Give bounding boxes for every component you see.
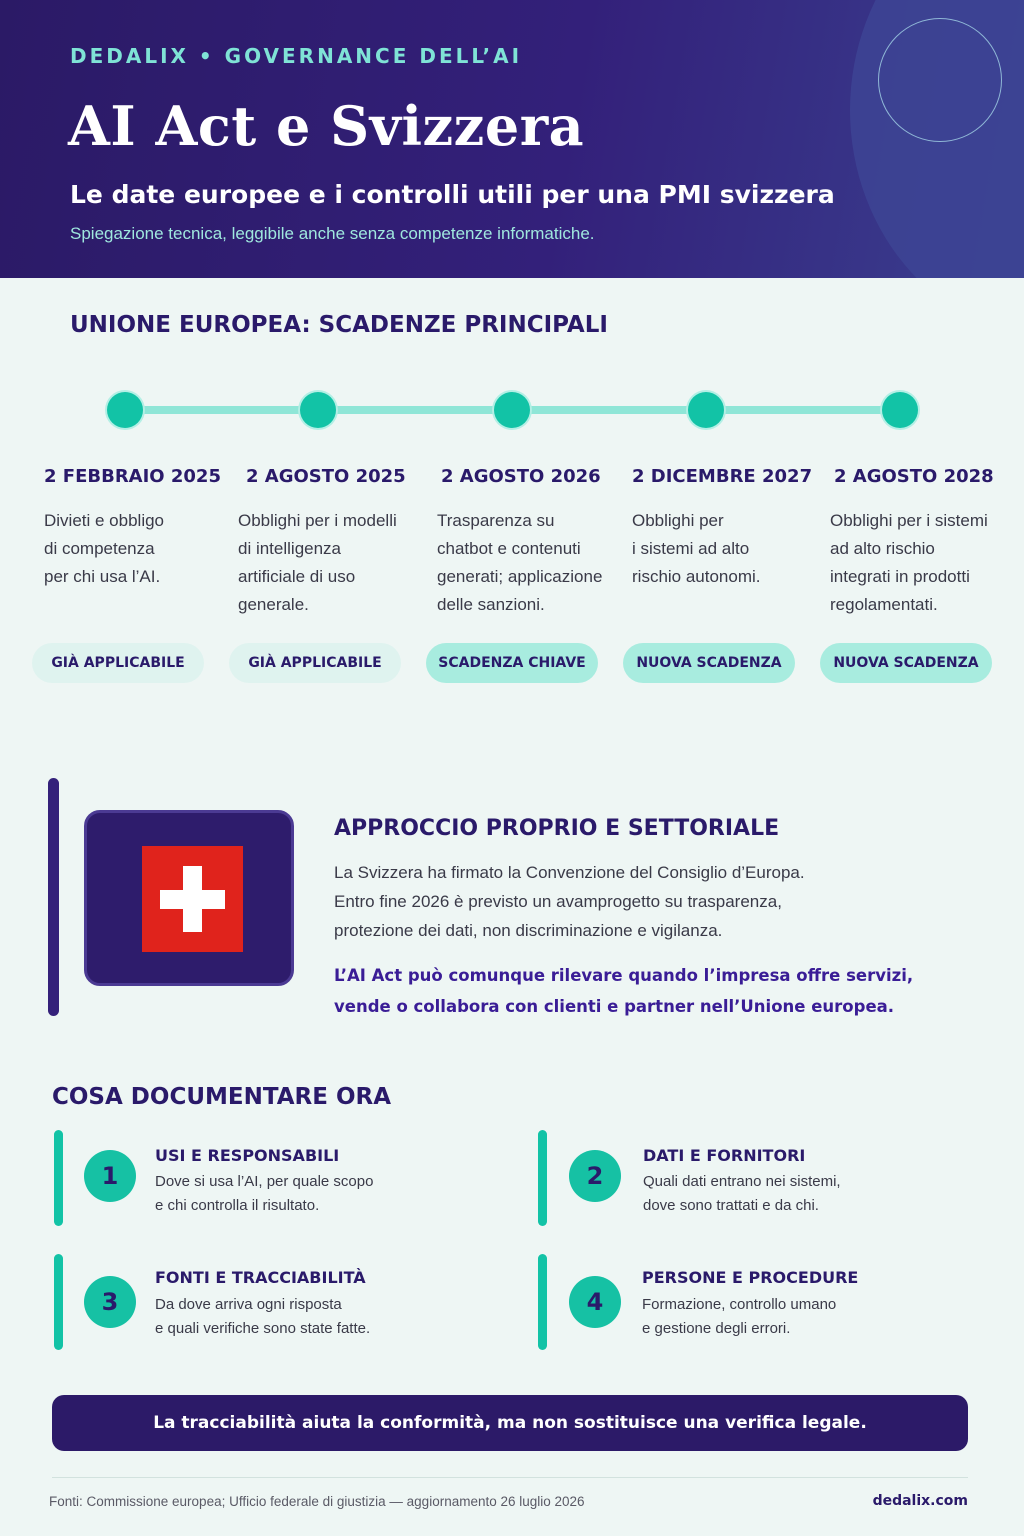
milestone-4 <box>632 466 812 591</box>
item-description: Quali dati entrano nei sistemi, dove sono trattati e da chi. <box>643 1173 841 1214</box>
item-accent-bar <box>538 1254 547 1350</box>
item-accent-bar <box>54 1254 63 1350</box>
header-banner <box>0 0 1024 278</box>
item-description: Dove si usa l’AI, per quale scopo e chi controlla il risultato. <box>155 1173 374 1214</box>
footer-sources: Fonti: Commissione europea; Ufficio federale di giustizia — aggiornamento 26 luglio 2026 <box>49 1494 585 1509</box>
status-badge: SCADENZA CHIAVE <box>426 643 598 683</box>
page-tagline: Spiegazione tecnica, leggibile anche senza competenze informatiche. <box>70 224 595 243</box>
milestone-date: 2 AGOSTO 2026 <box>441 466 601 487</box>
status-badge: GIÀ APPLICABILE <box>32 643 204 683</box>
item-title: PERSONE E PROCEDURE <box>642 1268 859 1287</box>
timeline-heading: UNIONE EUROPEA: SCADENZE PRINCIPALI <box>70 312 608 338</box>
milestone-description: Divieti e obbligo di competenza per chi usa l’AI. <box>44 511 165 586</box>
milestone-date: 2 DICEMBRE 2027 <box>632 466 813 487</box>
milestone-dot-5 <box>882 392 918 428</box>
page-subtitle: Le date europee e i controlli utili per una PMI svizzera <box>70 180 835 209</box>
disclaimer-callout: La tracciabilità aiuta la conformità, ma non sostituisce una verifica legale. <box>52 1395 968 1451</box>
milestone-dot-2 <box>300 392 336 428</box>
item-description: Formazione, controllo umano e gestione degli errori. <box>642 1296 837 1337</box>
milestone-description: Obblighi per i modelli di intelligenza artificiale di uso generale. <box>238 511 397 614</box>
milestone-date: 2 AGOSTO 2025 <box>246 466 406 487</box>
milestone-date: 2 AGOSTO 2028 <box>834 466 994 487</box>
swiss-flag-icon <box>84 810 294 986</box>
decorative-ring-icon <box>878 18 1002 142</box>
item-title: FONTI E TRACCIABILITÀ <box>155 1268 366 1287</box>
swiss-body-text: La Svizzera ha firmato la Convenzione del Consiglio d’Europa. Entro fine 2026 è previsto un avamprogetto su trasparenza, protezione dei dati, non discriminazione e vigilanza. <box>334 863 805 940</box>
item-title: USI E RESPONSABILI <box>155 1146 340 1165</box>
item-title: DATI E FORNITORI <box>643 1146 806 1165</box>
swiss-heading: APPROCCIO PROPRIO E SETTORIALE <box>334 816 780 841</box>
item-accent-bar <box>538 1130 547 1226</box>
item-number-badge: 1 <box>84 1150 136 1202</box>
milestone-description: Obblighi per i sistemi ad alto rischio integrati in prodotti regolamentati. <box>830 511 988 614</box>
footer-divider <box>52 1477 968 1478</box>
flag-cross-horizontal <box>160 890 225 909</box>
milestone-2 <box>238 466 406 619</box>
milestone-date: 2 FEBBRAIO 2025 <box>44 466 221 487</box>
item-description: Da dove arriva ogni risposta e quali verifiche sono state fatte. <box>155 1296 371 1337</box>
status-badge: NUOVA SCADENZA <box>820 643 992 683</box>
status-badge: NUOVA SCADENZA <box>623 643 795 683</box>
footer-website-link[interactable]: dedalix.com <box>872 1493 968 1509</box>
item-accent-bar <box>54 1130 63 1226</box>
swiss-emphasis-text: L’AI Act può comunque rilevare quando l’impresa offre servizi, vende o collabora con clienti e partner nell’Unione europea. <box>334 966 914 1016</box>
section-accent-bar <box>48 778 59 1016</box>
page-title: AI Act e Svizzera <box>68 94 585 158</box>
status-badge: GIÀ APPLICABILE <box>229 643 401 683</box>
milestone-1 <box>44 466 221 591</box>
milestone-description: Trasparenza su chatbot e contenuti generati; applicazione delle sanzioni. <box>437 511 603 614</box>
brand-label: DEDALIX • GOVERNANCE DELL’AI <box>70 44 523 68</box>
item-number-badge: 3 <box>84 1276 136 1328</box>
document-heading: COSA DOCUMENTARE ORA <box>52 1084 392 1110</box>
item-number-badge: 4 <box>569 1276 621 1328</box>
item-number-badge: 2 <box>569 1150 621 1202</box>
milestone-3 <box>437 466 603 619</box>
milestone-dot-4 <box>688 392 724 428</box>
milestone-5 <box>830 466 994 619</box>
milestone-dot-3 <box>494 392 530 428</box>
milestone-description: Obblighi per i sistemi ad alto rischio autonomi. <box>632 511 761 586</box>
milestone-dot-1 <box>107 392 143 428</box>
flag-red-field <box>142 846 243 952</box>
